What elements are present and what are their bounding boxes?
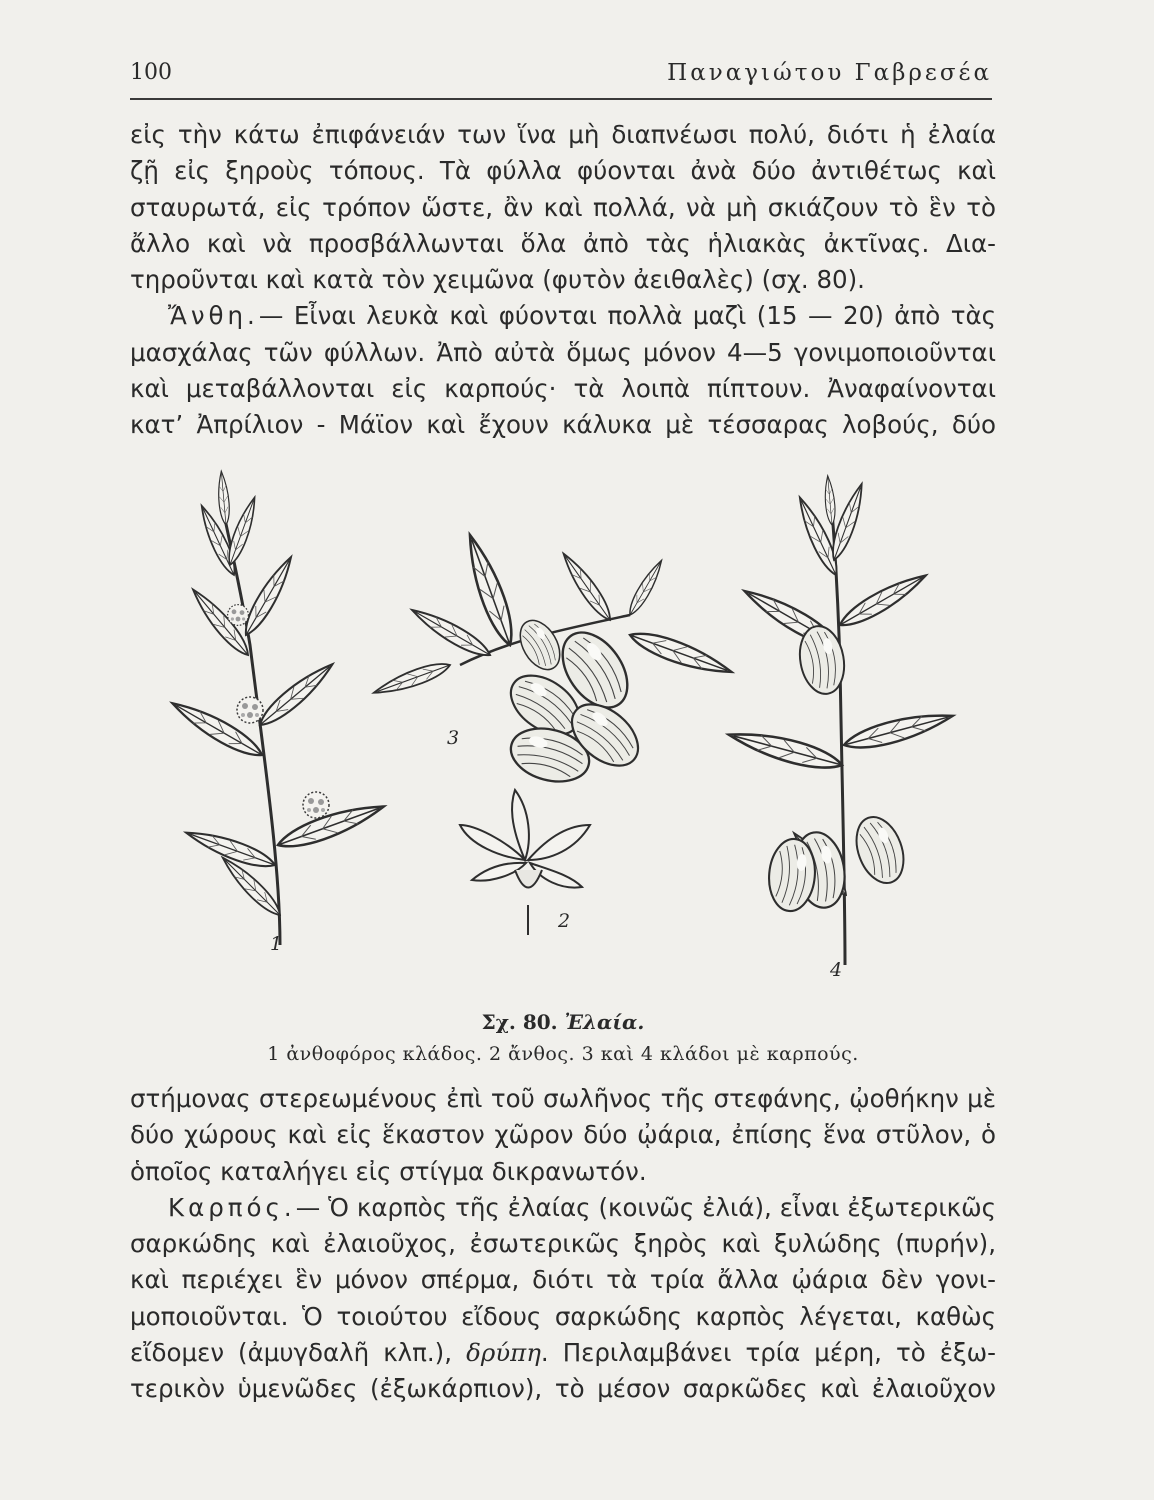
figure-caption-description: 1 ἀνθοφόρος κλάδος. 2 ἄνθος. 3 καὶ 4 κλάδοι μὲ καρπούς. (267, 1043, 859, 1065)
term-drupe: δρύπη (466, 1338, 541, 1368)
text-line: σαρκώδης καὶ ἐλαιοῦχος, ἐσωτερικῶς ξηρὸς καὶ ξυλώδης (πυρήν), (130, 1229, 996, 1259)
heading-rest: — Ὁ καρπὸς τῆς ἐλαίας (κοινῶς ἐλιά), εἶναι ἐξωτερικῶς (295, 1192, 996, 1222)
text-line: κατ’ Ἀπρίλιον - Μάϊον καὶ ἔχουν κάλυκα μὲ τέσσαρας λοβούς, δύο (130, 410, 996, 440)
text-line: μοποιοῦνται. Ὁ τοιούτου εἴδους σαρκώδης καρπὸς λέγεται, καθὼς (130, 1301, 996, 1331)
text-line: μασχάλας τῶν φύλλων. Ἀπὸ αὐτὰ ὅμως μόνον 4—5 γονιμοποιοῦνται (130, 337, 996, 367)
text-segment: . Περιλαμβάνει τρία μέρη, τὸ ἐξω- (540, 1338, 996, 1368)
running-title: Παναγιώτου Γαβρεσέα (667, 60, 992, 86)
figure-label-2: 2 (558, 910, 571, 932)
figure-label-1: 1 (270, 933, 283, 955)
text-line: εἰς τὴν κάτω ἐπιφάνειάν των ἵνα μὴ διαπνέωσι πολύ, διότι ἡ ἐλαία (130, 120, 996, 149)
text-line: στήμονας στερεωμένους ἐπὶ τοῦ σωλῆνος τῆς στεφάνης, ᾠοθήκην μὲ (130, 1084, 996, 1113)
heading-rest: — Εἶναι λευκὰ καὶ φύονται πολλὰ μαζὶ (15 — 20) ἀπὸ τὰς (258, 301, 996, 331)
page-header (130, 58, 992, 100)
figure-label-4: 4 (830, 959, 843, 981)
text-line: δύο χώρους καὶ εἰς ἕκαστον χῶρον δύο ᾠάρια, ἐπίσης ἕνα στῦλον, ὁ (130, 1120, 996, 1150)
section-heading-flowers: Ἄνθη. (168, 301, 259, 331)
text-line: καὶ μεταβάλλονται εἰς καρπούς· τὰ λοιπὰ πίπτουν. Ἀναφαίνονται (130, 374, 996, 404)
figure-caption-title (130, 1010, 996, 1034)
page-number: 100 (130, 60, 172, 85)
olive-flower (460, 790, 590, 935)
fruit-branch-4 (726, 475, 955, 965)
olive-figure (130, 465, 1000, 1005)
text-line: ἄλλο καὶ νὰ προσβάλλωνται ὅλα ἀπὸ τὰς ἡλιακὰς ἀκτῖνας. Δια- (130, 228, 996, 258)
section-heading-fruit: Καρπός. (168, 1192, 296, 1222)
text-line: τηροῦνται καὶ κατὰ τὸν χειμῶνα (φυτὸν ἀειθαλὲς) (σχ. 80). (130, 265, 865, 295)
text-line (130, 1190, 996, 1226)
text-segment: εἴδομεν (ἀμυγδαλῆ κλπ.), (130, 1338, 453, 1368)
text-line: τερικὸν ὑμενῶδες (ἐξωκάρπιον), τὸ μέσον σαρκῶδες καὶ ἐλαιοῦχον (130, 1374, 996, 1404)
text-line (130, 298, 996, 334)
text-line: σταυρωτά, εἰς τρόπον ὥστε, ἂν καὶ πολλά, νὰ μὴ σκιάζουν τὸ ἓν τὸ (130, 192, 996, 222)
caption-number: Σχ. 80. (481, 1010, 558, 1034)
fruit-branch-3 (371, 531, 735, 789)
text-line: καὶ περιέχει ἓν μόνον σπέρμα, διότι τὰ τρία ἄλλα ᾠάρια δὲν γονι- (130, 1265, 996, 1295)
caption-name: Ἐλαία. (564, 1010, 645, 1034)
figure-label-3: 3 (447, 727, 460, 749)
text-line (130, 1335, 996, 1371)
text-line: ὁποῖος καταλήγει εἰς στίγμα δικρανωτόν. (130, 1156, 647, 1186)
paragraph-leaves-and-flowers (130, 117, 996, 444)
text-line: ζῇ εἰς ξηροὺς τόπους. Τὰ φύλλα φύονται ἀνὰ δύο ἀντιθέτως καὶ (130, 156, 996, 186)
flowering-branch (168, 471, 388, 945)
paragraph-stamens-and-fruit (130, 1081, 996, 1408)
